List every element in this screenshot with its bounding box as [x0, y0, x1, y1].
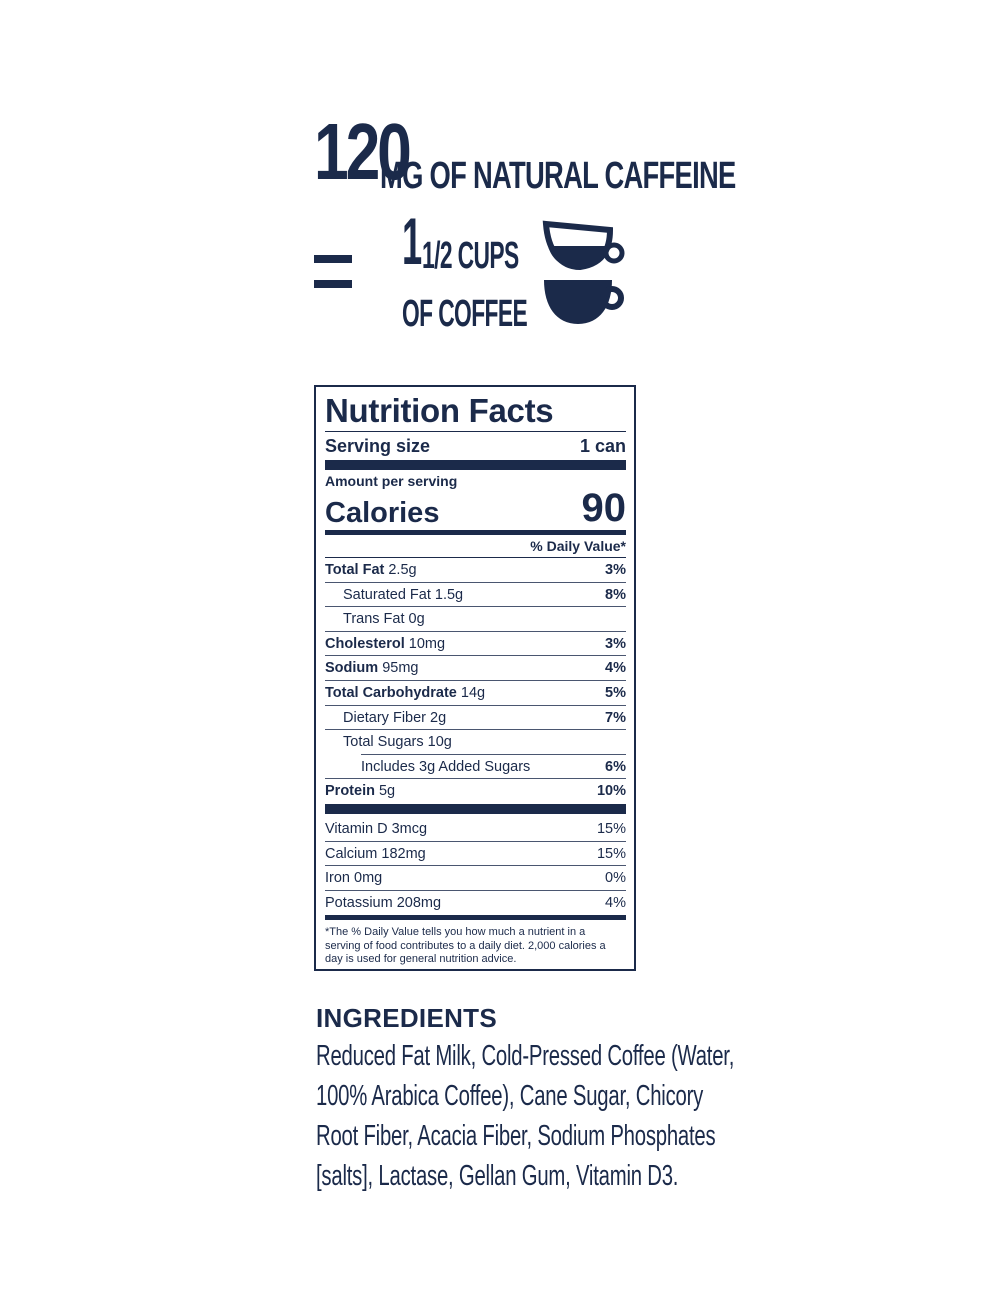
ingredients-line: Root Fiber, Acacia Fiber, Sodium Phosphates [316, 1120, 716, 1152]
caffeine-unit-text: MG OF NATURAL CAFFEINE [380, 155, 736, 197]
equals-sign [314, 255, 352, 288]
serving-size-row [325, 432, 626, 460]
nutrient-pct: 6% [605, 758, 626, 775]
nutrient-row-saturated-fat: Saturated Fat 1.5g 8% [325, 583, 626, 608]
cups-line2: OF COFFEE [402, 293, 528, 335]
vitamin-row-vitamin-d: Vitamin D 3mcg 15% [325, 817, 626, 842]
amount-per-serving: Amount per serving [325, 473, 458, 489]
nutrient-row-cholesterol: Cholesterol 10mg 3% [325, 632, 626, 657]
cups-whole: 1 [402, 204, 423, 278]
nutrient-pct: 7% [605, 709, 626, 726]
nutrient-row-added-sugars: Includes 3g Added Sugars 6% [325, 755, 626, 780]
nutrition-facts-panel [314, 385, 636, 971]
nutrient-row-total-carbohydrate: Total Carbohydrate 14g 5% [325, 681, 626, 706]
nutrient-pct: 5% [605, 684, 626, 701]
ingredients-line: 100% Arabica Coffee), Cane Sugar, Chicory [316, 1080, 704, 1112]
nutrient-row-sodium: Sodium 95mg 4% [325, 656, 626, 681]
ingredients-heading: INGREDIENTS [316, 1003, 497, 1033]
coffee-equivalence [402, 204, 552, 335]
nutrient-pct: 3% [605, 562, 626, 578]
calories-label: Calories [325, 497, 440, 529]
daily-value-header: % Daily Value* [325, 535, 626, 558]
ingredients-line: Reduced Fat Milk, Cold-Pressed Coffee (Water, [316, 1040, 735, 1072]
serving-size-label: Serving size [325, 436, 431, 456]
ingredients-line: [salts], Lactase, Gellan Gum, Vitamin D3. [316, 1160, 679, 1192]
daily-value-footnote: *The % Daily Value tells you how much a nutrient in a serving of food contributes to a daily diet. 2,000 calories a day is used for general nutrition advice. [325, 926, 606, 966]
coffee-cups-icon [540, 220, 630, 328]
nutrient-pct: 8% [605, 586, 626, 603]
nutrient-row-total-fat: Total Fat 2.5g 3% [325, 558, 626, 583]
nutrient-pct: 4% [605, 660, 626, 677]
cups-fraction: 1/2 CUPS [422, 235, 519, 277]
nutrient-row-dietary-fiber: Dietary Fiber 2g 7% [325, 706, 626, 731]
vitamin-row-iron: Iron 0mg 0% [325, 866, 626, 891]
divider-thick [325, 460, 626, 470]
calories-row [325, 486, 626, 530]
ingredients-section [316, 1000, 736, 1196]
serving-size-value: 1 can [579, 436, 626, 456]
nutrient-row-total-sugars: Total Sugars 10g [325, 730, 626, 755]
caffeine-amount: 120 [314, 107, 409, 196]
nutrient-row-trans-fat: Trans Fat 0g [325, 607, 626, 632]
nutrient-pct: 3% [605, 635, 626, 652]
vitamin-row-calcium: Calcium 182mg 15% [325, 842, 626, 867]
calories-value: 90 [581, 486, 626, 530]
nutrient-row-protein: Protein 5g 10% [325, 779, 626, 804]
vitamin-row-potassium: Potassium 208mg 4% [325, 894, 626, 911]
divider-thick [325, 804, 626, 814]
nutrition-title: Nutrition Facts [325, 391, 626, 432]
caffeine-statement [314, 107, 736, 197]
nutrient-pct: 10% [596, 783, 626, 800]
divider-medium [325, 915, 626, 920]
